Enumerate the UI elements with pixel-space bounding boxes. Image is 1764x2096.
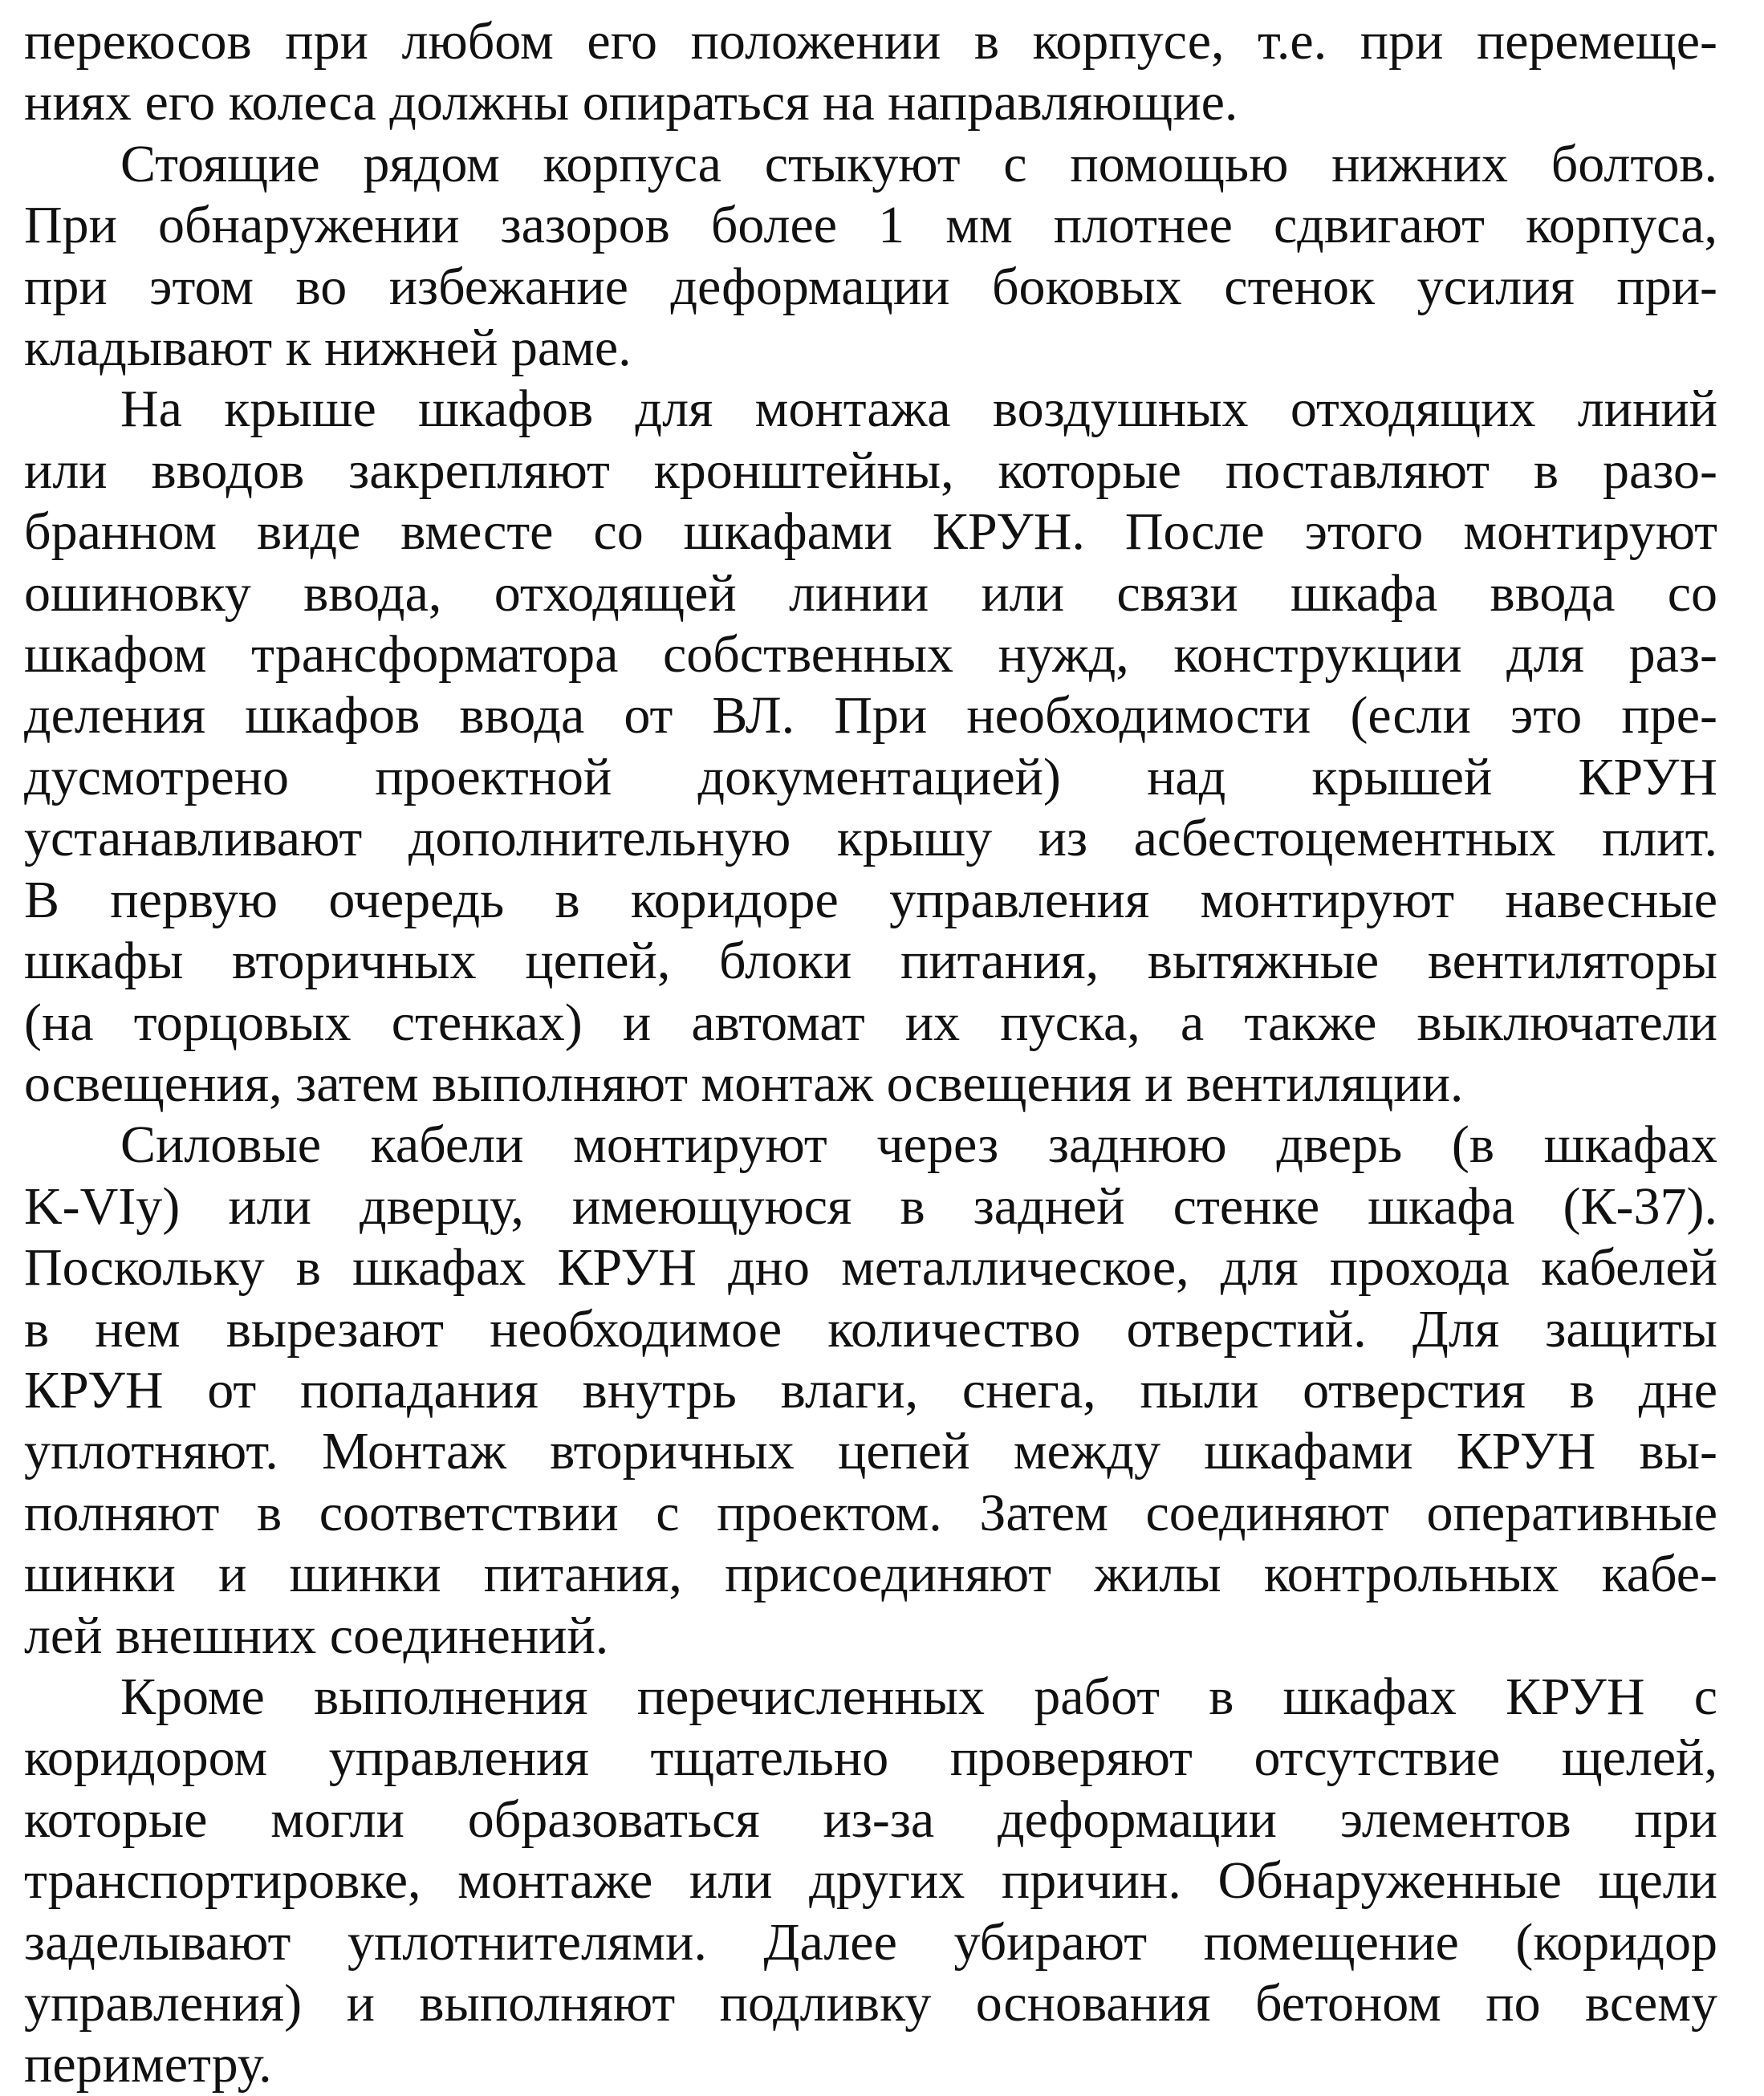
text-line: шкафы вторичных цепей, блоки питания, вытяжные вентиляторы [24,932,1717,991]
text-line: шкафом трансформатора собственных нужд, конструкции для раз- [24,625,1717,684]
paragraph-2 [24,134,1717,380]
text-line: периметру. [24,2035,272,2094]
text-line: деления шкафов ввода от ВЛ. При необходимости (если это пре- [24,686,1717,745]
text-line: Стоящие рядом корпуса стыкуют с помощью нижних болтов. [120,134,1717,193]
text-line: коридором управления тщательно проверяют отсутствие щелей, [24,1728,1717,1788]
text-line: уплотняют. Монтаж вторичных цепей между шкафами КРУН вы- [24,1422,1717,1481]
text-line: заделывают уплотнителями. Далее убирают помещение (коридор [24,1912,1717,1972]
text-line: лей внешних соединений. [24,1606,609,1665]
text-line: кладывают к нижней раме. [24,319,632,378]
text-line: при этом во избежание деформации боковых стенок усилия при- [24,257,1717,316]
text-line: освещения, затем выполняют монтаж освещения и вентиляции. [24,1054,1464,1113]
paragraph-5 [24,1667,1717,2096]
text-line: дусмотрено проектной документацией) над крышей КРУН [24,747,1717,806]
text-line: Кроме выполнения перечисленных работ в шкафах КРУН с [120,1667,1717,1726]
text-line: транспортировке, монтаже или других причин. Обнаруженные щели [24,1851,1717,1911]
paragraph-3 [24,379,1717,1115]
text-line: полняют в соответствии с проектом. Затем соединяют оперативные [24,1483,1717,1542]
text-line: ниях его колеса должны опираться на направляющие. [24,73,1238,132]
text-line: или вводов закрепляют кронштейны, которые поставляют в разо- [24,441,1717,500]
paragraph-4 [24,1115,1717,1667]
text-line: которые могли образоваться из-за деформации элементов при [24,1789,1717,1849]
text-line: в нем вырезают необходимое количество отверстий. Для защиты [24,1299,1717,1359]
text-line: управления) и выполняют подливку основания бетоном по всему [24,1974,1717,2033]
text-line: перекосов при любом его положении в корпусе, т.е. при перемеще- [24,12,1717,71]
text-line: K-VIу) или дверцу, имеющуюся в задней стенке шкафа (К-37). [24,1176,1717,1236]
text-line: устанавливают дополнительную крышу из асбестоцементных плит. [24,809,1717,868]
text-line: Силовые кабели монтируют через заднюю дверь (в шкафах [120,1115,1717,1175]
paragraph-1 [24,11,1717,134]
text-line: В первую очередь в коридоре управления монтируют навесные [24,870,1717,929]
text-line: (на торцовых стенках) и автомат их пуска, а также выключатели [24,993,1717,1052]
text-line: При обнаружении зазоров более 1 мм плотнее сдвигают корпуса, [24,196,1717,255]
text-line: шинки и шинки питания, присоединяют жилы контрольных кабе- [24,1545,1717,1604]
text-line: бранном виде вместе со шкафами КРУН. После этого монтируют [24,502,1717,562]
text-line: Поскольку в шкафах КРУН дно металлическое, для прохода кабелей [24,1238,1717,1298]
document-page [24,11,1717,2096]
text-line: КРУН от попадания внутрь влаги, снега, пыли отверстия в дне [24,1360,1717,1420]
text-line: ошиновку ввода, отходящей линии или связи шкафа ввода со [24,563,1717,623]
text-line: На крыше шкафов для монтажа воздушных отходящих линий [120,380,1717,439]
